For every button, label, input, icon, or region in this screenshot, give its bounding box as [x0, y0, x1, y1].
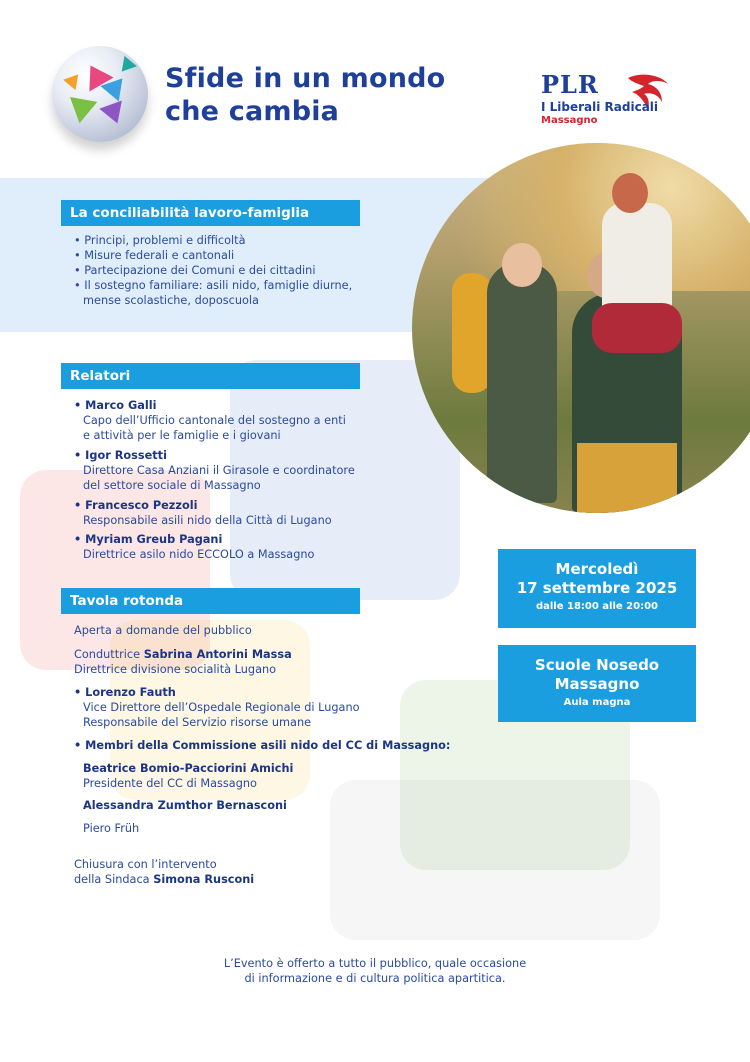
event-venue-box — [498, 645, 696, 722]
bullet-1: • Principi, problemi e difficoltà — [74, 234, 246, 247]
relatore-role-2a: Direttore Casa Anziani il Girasole e coordinatore — [83, 464, 355, 477]
section-heading-relatori: Relatori — [61, 363, 360, 389]
plr-logo-subtitle: I Liberali Radicali — [541, 100, 659, 114]
family-photo — [412, 143, 750, 513]
relatore-name-4: • Myriam Greub Pagani — [74, 533, 223, 546]
footer-line-2: di informazione e di cultura politica apartitica. — [244, 972, 506, 985]
plr-logo-location: Massagno — [541, 115, 598, 126]
bullet-2: • Misure federali e cantonali — [74, 249, 235, 262]
conduttrice-name: Sabrina Antorini Massa — [143, 648, 292, 661]
event-room: Aula magna — [563, 697, 631, 708]
conduttrice-label: Conduttrice — [74, 648, 144, 661]
title-line-1: Sfide in un mondo — [165, 63, 446, 94]
fauth-role-1: Vice Direttore dell’Ospedale Regionale di Lugano — [83, 701, 360, 714]
chiusura-label: della Sindaca — [74, 873, 154, 886]
bullet-4: • Il sostegno familiare: asili nido, famiglie diurne, — [74, 279, 353, 292]
event-date-box — [498, 549, 696, 628]
page-title — [165, 62, 445, 128]
tavola-intro: Aperta a domande del pubblico — [74, 624, 252, 637]
relatore-role-1b: e attività per le famiglie e i giovani — [83, 429, 281, 442]
chiusura-line-2 — [74, 872, 254, 887]
bullet-3: • Partecipazione dei Comuni e dei cittadini — [74, 264, 316, 277]
relatore-name-1: • Marco Galli — [74, 399, 157, 412]
event-venue-1: Scuole Nosedo — [534, 656, 660, 674]
relatore-role-1a: Capo dell’Ufficio cantonale del sostegno a enti — [83, 414, 346, 427]
puzzle-piece-grey — [330, 780, 660, 940]
section-heading-tavola-rotonda: Tavola rotonda — [61, 588, 360, 614]
footer-line-1: L’Evento è offerto a tutto il pubblico, quale occasione — [223, 957, 527, 970]
relatore-name-2: • Igor Rossetti — [74, 449, 167, 462]
title-line-2: che cambia — [165, 96, 340, 127]
event-venue-2: Massagno — [554, 675, 640, 693]
relatore-role-4: Direttrice asilo nido ECCOLO a Massagno — [83, 548, 315, 561]
membro-3-name: Piero Früh — [83, 822, 140, 835]
chiusura-line-1: Chiusura con l’intervento — [74, 858, 217, 871]
relatore-role-3: Responsabile asili nido della Città di Lugano — [83, 514, 332, 527]
sindaca-name: Simona Rusconi — [153, 873, 255, 886]
conduttrice-line — [74, 647, 292, 662]
relatore-name-3: • Francesco Pezzoli — [74, 499, 198, 512]
membro-1-role: Presidente del CC di Massagno — [83, 777, 257, 790]
relatore-role-2b: del settore sociale di Massagno — [83, 479, 261, 492]
event-date: 17 settembre 2025 — [516, 579, 678, 597]
footer-note — [0, 956, 750, 986]
membro-1-name: Beatrice Bomio-Pacciorini Amichi — [83, 762, 294, 775]
fauth-name: • Lorenzo Fauth — [74, 686, 176, 699]
conduttrice-role: Direttrice divisione socialità Lugano — [74, 663, 277, 676]
bullet-4-cont: mense scolastiche, doposcuola — [83, 294, 259, 307]
globe-arrows-icon — [52, 46, 148, 142]
membro-2-name: Alessandra Zumthor Bernasconi — [83, 799, 287, 812]
event-time: dalle 18:00 alle 20:00 — [535, 601, 659, 612]
membri-commissione: • Membri della Commissione asili nido del CC di Massagno: — [74, 739, 451, 752]
event-day: Mercoledì — [555, 560, 639, 578]
fauth-role-2: Responsabile del Servizio risorse umane — [83, 716, 312, 729]
section-heading-conciliabilita: La conciliabilità lavoro-famiglia — [61, 200, 360, 226]
plr-logo-text: PLR — [541, 70, 599, 99]
